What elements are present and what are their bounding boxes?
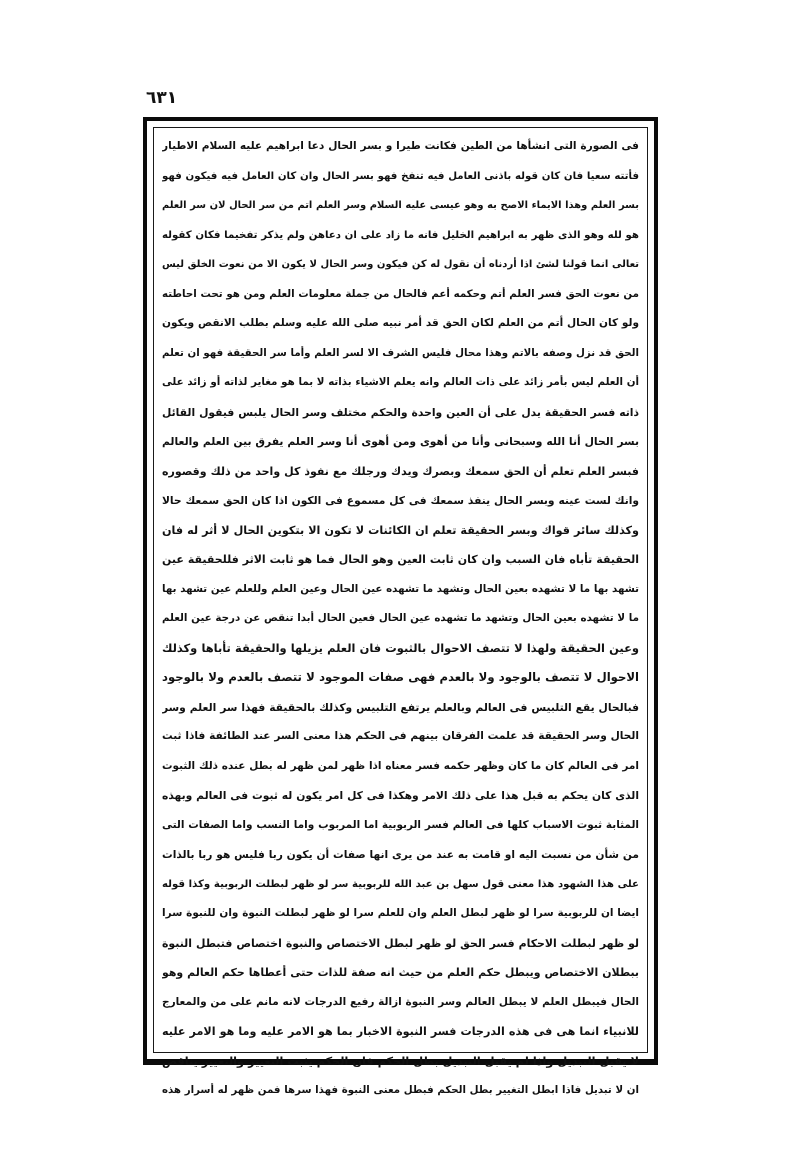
text-line: فأتته سعيا فان كان قوله باذنى العامل فيه تنفخ فهو بسر الحال وان كان العامل فيه فيكون فهو bbox=[162, 170, 639, 182]
text-line: تعالى انما قولنا لشئ اذا أردناه أن نقول له كن فيكون وسر الحال لا يكون الا من نعوت الخلق ليس bbox=[162, 259, 639, 270]
text-line: من شأن من نسبت اليه او قامت به عند من يرى انها صفات أن يكون ربا فليس هو ربا بالذات bbox=[162, 848, 639, 861]
text-line: الحال وسر الحقيقة قد علمت الفرقان بينهم فى الحكم هذا معنى السر عند الطائفة فاذا ثبت bbox=[162, 730, 639, 742]
body-text bbox=[162, 132, 639, 1106]
text-line: الحق قد نزل وصفه بالاتم وهذا محال فليس الشرف الا لسر العلم وأما سر الحقيقة فهو ان تعلم bbox=[162, 347, 639, 359]
text-line: امر فى العالم كان ما كان وظهر حكمه فسر معناه اذا ظهر لمن ظهر له بطل عنده ذلك الثبوت bbox=[162, 759, 639, 772]
text-line: فبالحال يقع التلبيس فى العالم وبالعلم يرتفع التلبيس وكذلك بالحقيقة فهذا سر العلم وسر bbox=[162, 700, 639, 714]
text-line: ولو كان الحال أتم من العلم لكان الحق قد أمر نبيه صلى الله عليه وسلم بطلب الانقص ويكون bbox=[162, 317, 639, 329]
text-line: وكذلك سائر قواك وبسر الحقيقة تعلم ان الكائنات لا تكون الا بتكوين الحال لا أثر له فان bbox=[162, 523, 639, 537]
text-line: فى الصورة التى انشأها من الطين فكانت طيرا و بسر الحال دعا ابراهيم عليه السلام الاطيار bbox=[162, 140, 639, 152]
text-line: من نعوت الحق فسر العلم أتم وحكمه أعم فالحال من جملة معلومات العلم ومن هو تحت احاطته bbox=[162, 287, 639, 300]
text-line: بسر العلم وهذا الايماء الاصح به وهو عيسى عليه السلام وسر العلم اتم من سر الحال لان سر العلم bbox=[162, 200, 639, 211]
text-line: الحقيقة تأباه فان السبب وان كان ثابت العين وهو الحال فما هو ثابت الاثر فللحقيقة عين bbox=[162, 553, 639, 566]
text-line: وعين الحقيقة ولهذا لا تتصف الاحوال بالثبوت فان العلم يزيلها والحقيقة تأباها وكذلك bbox=[162, 640, 639, 655]
text-line: الاحوال لا تتصف بالوجود ولا بالعدم فهى صفات الموجود لا تتصف بالعدم ولا بالوجود bbox=[162, 670, 639, 684]
page-frame-outer bbox=[143, 117, 658, 1096]
page-number: ٦٣١ bbox=[146, 88, 178, 108]
text-line: لو ظهر لبطلت الاحكام فسر الحق لو ظهر لبطل الاختصاص والنبوة اختصاص فتبطل النبوة bbox=[162, 936, 639, 950]
text-line: الذى كان يحكم به قبل هذا على ذلك الامر وهكذا فى كل امر يكون له ثبوت فى العالم وبهذه bbox=[162, 789, 639, 802]
text-line: أن العلم ليس بأمر زائد على ذات العالم وانه يعلم الاشياء بذاته لا بما هو مغاير لذاته أو زائد على bbox=[162, 376, 639, 388]
text-line: على هذا الشهود هذا معنى قول سهل بن عبد الله للربوبية سر لو ظهر لبطلت الربوبية وكذا قوله bbox=[162, 878, 639, 890]
text-line: ايضا ان للربوبية سرا لو ظهر لبطل العلم وان للعلم سرا لو ظهر لبطلت النبوة وان للنبوة سرا bbox=[162, 907, 639, 919]
text-line: ما لا تشهده بعين الحال وتشهد ما تشهده عين الحال فعين الحال أبدا تنقص عن درجة عين العلم bbox=[162, 612, 639, 624]
text-line: فبسر العلم تعلم أن الحق سمعك وبصرك ويدك ورجلك مع نفوذ كل واحد من ذلك وقصوره bbox=[162, 464, 639, 478]
text-line: للانبياء انما هى فى هذه الدرجات فسر النبوة الاخبار بما هو الامر عليه وما هو الامر عليه bbox=[162, 1025, 639, 1038]
text-line: ببطلان الاختصاص ويبطل حكم العلم من حيث انه صفة للذات حتى أعطاها حكم العالم وهو bbox=[162, 966, 639, 979]
text-line: هو لله وهو الذى ظهر به ابراهيم الخليل فانه ما زاد على ان دعاهن ولم يذكر تفخيما فكان كقوله bbox=[162, 229, 639, 241]
text-line: الحال فيبطل العلم لا يبطل العالم وسر النبوة ازالة رفيع الدرجات لانه مانم على من والمعارج bbox=[162, 995, 639, 1008]
page-frame-inner bbox=[153, 127, 648, 1096]
text-line: ان لا تبديل فاذا ابطل التغيير بطل الحكم فبطل معنى النبوة فهذا سرها فمن ظهر له أسرار هذه bbox=[162, 1085, 639, 1096]
text-line: لا يقبل التبديل واذا لم يقبل التبديل بطل الحكم فان الحكم يثبت التغيير والتغيير يناقض bbox=[162, 1054, 639, 1068]
text-line: وانك لست عينه وبسر الحال ينفذ سمعك فى كل مسموع فى الكون اذا كان الحق سمعك حالا bbox=[162, 494, 639, 507]
text-line: بسر الحال أنا الله وسبحانى وأنا من أهوى ومن أهوى أنا وسر العلم يفرق بين العلم والعالم bbox=[162, 435, 639, 448]
text-line: ذاته فسر الحقيقة يدل على أن العين واحدة والحكم مختلف وسر الحال يلبس فيقول القائل bbox=[162, 405, 639, 419]
text-line: تشهد بها ما لا تشهده بعين الحال وتشهد ما تشهده عين الحال وعين العلم وللعلم عين تشهد بها bbox=[162, 582, 639, 595]
text-line: المثابة ثبوت الاسباب كلها فى العالم فسر الربوبية اما المربوب واما النسب واما الصفات التى bbox=[162, 818, 639, 831]
